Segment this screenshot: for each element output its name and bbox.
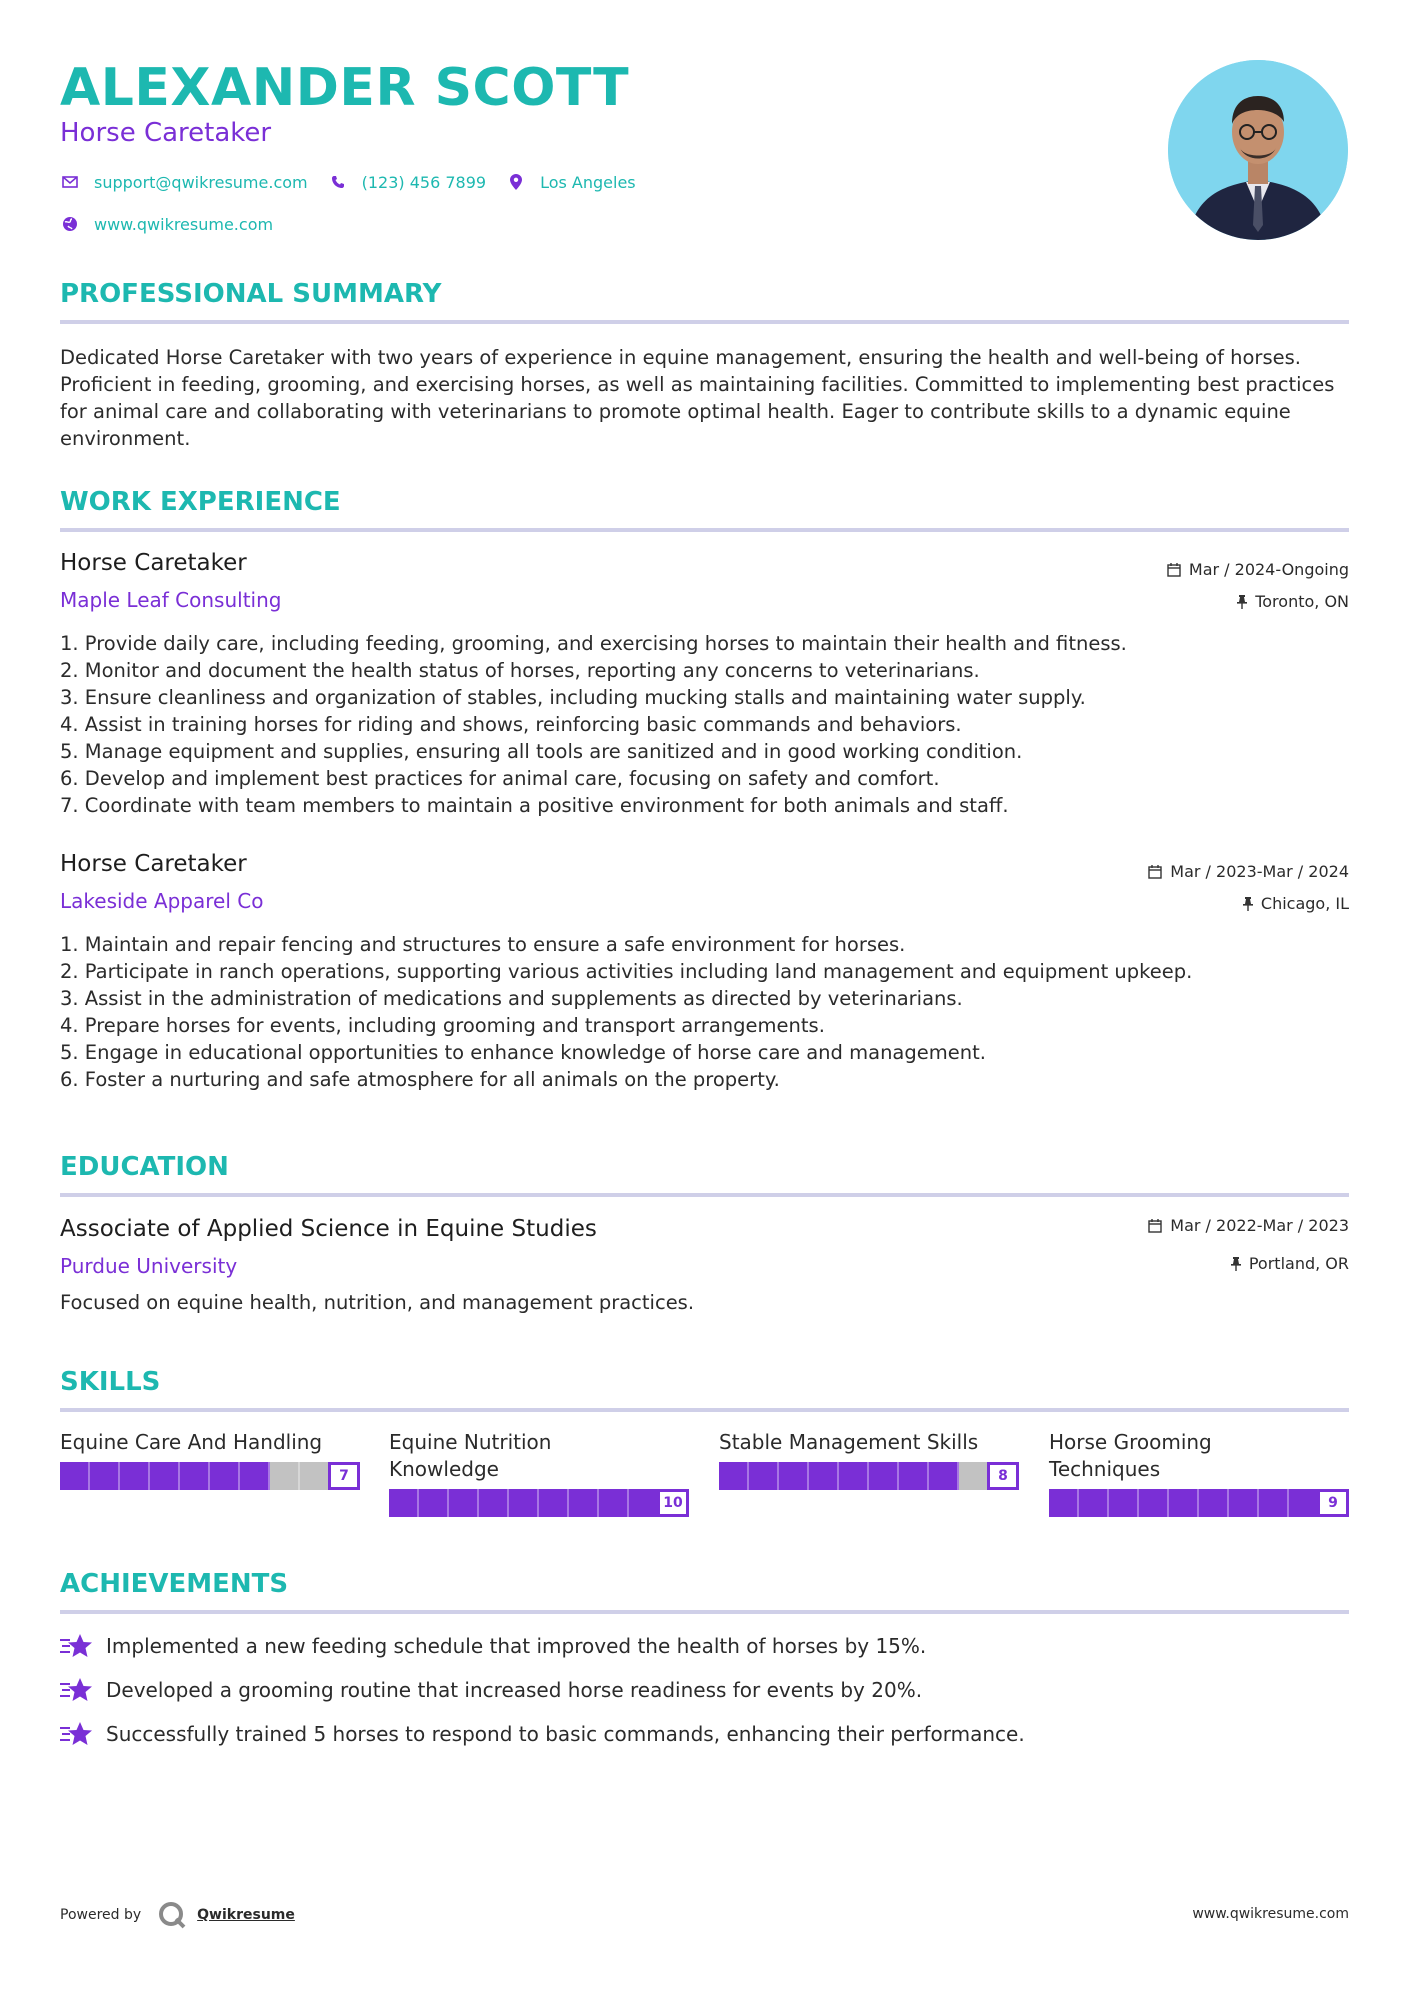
skill-item [60,1429,360,1490]
skill-level-segment [809,1462,839,1490]
skill-name: Equine Nutrition Knowledge [389,1430,552,1481]
skill-level-segment [1169,1489,1199,1517]
calendar-icon [1148,865,1162,879]
skill-level-segment [210,1462,240,1490]
skill-item [389,1429,689,1517]
achievement-text: Implemented a new feeding schedule that improved the health of horses by 15%. [106,1634,927,1658]
powered-by-text: Powered by [60,1907,142,1923]
skill-level-segment [120,1462,150,1490]
skill-level-segment [449,1489,479,1517]
skill-level-badge: 8 [987,1462,1019,1490]
skill-level-segment [180,1462,210,1490]
section-divider [60,1193,1349,1197]
job-company: Lakeside Apparel Co [60,889,264,913]
list-item: 6. Develop and implement best practices for animal care, focusing on safety and comfort. [60,767,940,790]
skill-level-segment [719,1462,749,1490]
location-text: Los Angeles [540,172,636,192]
globe-icon [60,214,80,234]
list-item: 6. Foster a nurturing and safe atmosphere for all animals on the property. [60,1068,780,1091]
skill-level-segment [779,1462,809,1490]
section-divider [60,1610,1349,1614]
skill-level-segment [1229,1489,1259,1517]
education-dates [1148,1216,1349,1235]
skill-item [1049,1429,1349,1517]
achievement-text: Successfully trained 5 horses to respond to basic commands, enhancing their performance. [106,1722,1025,1746]
job-location [1243,894,1349,913]
contact-row [60,172,656,192]
job-bullets [60,630,1349,819]
degree-title: Associate of Applied Science in Equine Studies [60,1216,597,1242]
education-location-text: Portland, OR [1248,1254,1349,1273]
calendar-icon [1148,1219,1162,1233]
skill-level-segment [869,1462,899,1490]
job-dates [1167,560,1349,579]
skill-level-segment [629,1489,659,1517]
footer-website[interactable]: www.qwikresume.com [1192,1906,1349,1922]
skill-level-segment [90,1462,120,1490]
list-item: 5. Manage equipment and supplies, ensuring all tools are sanitized and in good working condition. [60,740,1023,763]
list-item: 5. Engage in educational opportunities to enhance knowledge of horse care and management. [60,1041,986,1064]
envelope-icon [60,172,80,192]
website-link[interactable]: www.qwikresume.com [94,214,274,234]
job-dates [1148,862,1349,881]
website-row [60,214,293,234]
job-location-text: Toronto, ON [1255,592,1349,611]
section-divider [60,528,1349,532]
skill-level-segment [1109,1489,1139,1517]
education-dates-text: Mar / 2022-Mar / 2023 [1170,1216,1349,1235]
skill-level-segment [749,1462,779,1490]
achievement-item [60,1632,926,1660]
star-icon [60,1632,92,1660]
job-title: Horse Caretaker [60,851,247,877]
candidate-name: ALEXANDER SCOTT [60,58,630,118]
skill-level-segment [1289,1489,1319,1517]
job-bullets [60,931,1349,1093]
phone-icon [328,172,348,192]
skill-level-segment [1049,1489,1079,1517]
skill-level-segment [929,1462,959,1490]
pushpin-icon [1231,1257,1241,1271]
skill-item [719,1429,1019,1490]
list-item: 3. Assist in the administration of medications and supplements as directed by veterinarians. [60,987,963,1010]
skill-level-segment [959,1462,989,1490]
achievement-item [60,1720,1025,1748]
skill-level-segment [60,1462,90,1490]
school-name: Purdue University [60,1254,238,1278]
list-item: 1. Provide daily care, including feeding, grooming, and exercising horses to maintain their health and fitness. [60,632,1127,655]
skill-level-bar [60,1462,360,1490]
list-item: 2. Monitor and document the health status of horses, reporting any concerns to veterinarians. [60,659,980,682]
list-item: 4. Assist in training horses for riding and shows, reinforcing basic commands and behaviors. [60,713,962,736]
skill-level-segment [270,1462,300,1490]
skill-level-segment [240,1462,270,1490]
education-description: Focused on equine health, nutrition, and management practices. [60,1291,695,1314]
star-icon [60,1676,92,1704]
skill-level-badge: 7 [328,1462,360,1490]
skill-level-badge: 9 [1317,1489,1349,1517]
skill-level-segment [1139,1489,1169,1517]
skill-level-segment [1199,1489,1229,1517]
summary-heading: PROFESSIONAL SUMMARY [60,279,442,309]
brand-link[interactable]: Qwikresume [197,1907,295,1923]
qwikresume-logo-icon [157,1900,187,1930]
skill-level-segment [539,1489,569,1517]
job-location-text: Chicago, IL [1260,894,1349,913]
summary-text: Dedicated Horse Caretaker with two years of experience in equine management, ensuring the health and well-being of horses. Proficient in feeding, grooming, and exercising horses, as well as maintaining facilities. Committed to implementing best practices for animal care and collaborating with veterinarians to promote optimal health. Eager to contribute skills to a dynamic equine environment. [60,346,1335,450]
skill-level-segment [899,1462,929,1490]
job-company: Maple Leaf Consulting [60,588,282,612]
skill-level-bar [1049,1489,1349,1517]
skill-level-segment [419,1489,449,1517]
list-item: 3. Ensure cleanliness and organization of stables, including mucking stalls and maintaining water supply. [60,686,1086,709]
job-title: Horse Caretaker [60,550,247,576]
skill-level-segment [150,1462,180,1490]
skill-level-segment [1079,1489,1109,1517]
job-dates-text: Mar / 2024-Ongoing [1188,560,1349,579]
list-item: 2. Participate in ranch operations, supporting various activities including land management and equipment upkeep. [60,960,1193,983]
phone-text: (123) 456 7899 [361,172,487,192]
skill-name: Horse Grooming Techniques [1049,1430,1212,1481]
education-heading: EDUCATION [60,1152,229,1182]
job-location [1237,592,1349,611]
skills-heading: SKILLS [60,1367,161,1397]
candidate-role: Horse Caretaker [60,118,272,148]
pushpin-icon [1243,897,1253,911]
list-item: 4. Prepare horses for events, including grooming and transport arrangements. [60,1014,825,1037]
experience-heading: WORK EXPERIENCE [60,487,341,517]
skill-level-segment [599,1489,629,1517]
skill-level-bar [719,1462,1019,1490]
star-icon [60,1720,92,1748]
pushpin-icon [1237,595,1247,609]
skill-level-segment [569,1489,599,1517]
skill-level-segment [839,1462,869,1490]
email-link[interactable]: support@qwikresume.com [94,172,308,192]
calendar-icon [1167,563,1181,577]
job-dates-text: Mar / 2023-Mar / 2024 [1170,862,1349,881]
skill-level-badge: 10 [657,1489,689,1517]
map-pin-icon [506,172,526,192]
skill-level-segment [389,1489,419,1517]
footer-powered-by [60,1900,295,1930]
skill-level-segment [1259,1489,1289,1517]
section-divider [60,320,1349,324]
skill-level-segment [479,1489,509,1517]
education-location [1231,1254,1349,1273]
achievement-item [60,1676,922,1704]
section-divider [60,1408,1349,1412]
achievement-text: Developed a grooming routine that increased horse readiness for events by 20%. [106,1678,923,1702]
skill-level-segment [509,1489,539,1517]
list-item: 7. Coordinate with team members to maintain a positive environment for both animals and staff. [60,794,1009,817]
skill-level-segment [300,1462,330,1490]
skill-name: Stable Management Skills [719,1430,979,1454]
list-item: 1. Maintain and repair fencing and structures to ensure a safe environment for horses. [60,933,906,956]
skill-level-bar [389,1489,689,1517]
profile-photo [1168,60,1348,240]
achievements-heading: ACHIEVEMENTS [60,1569,289,1599]
skill-name: Equine Care And Handling [60,1430,323,1454]
